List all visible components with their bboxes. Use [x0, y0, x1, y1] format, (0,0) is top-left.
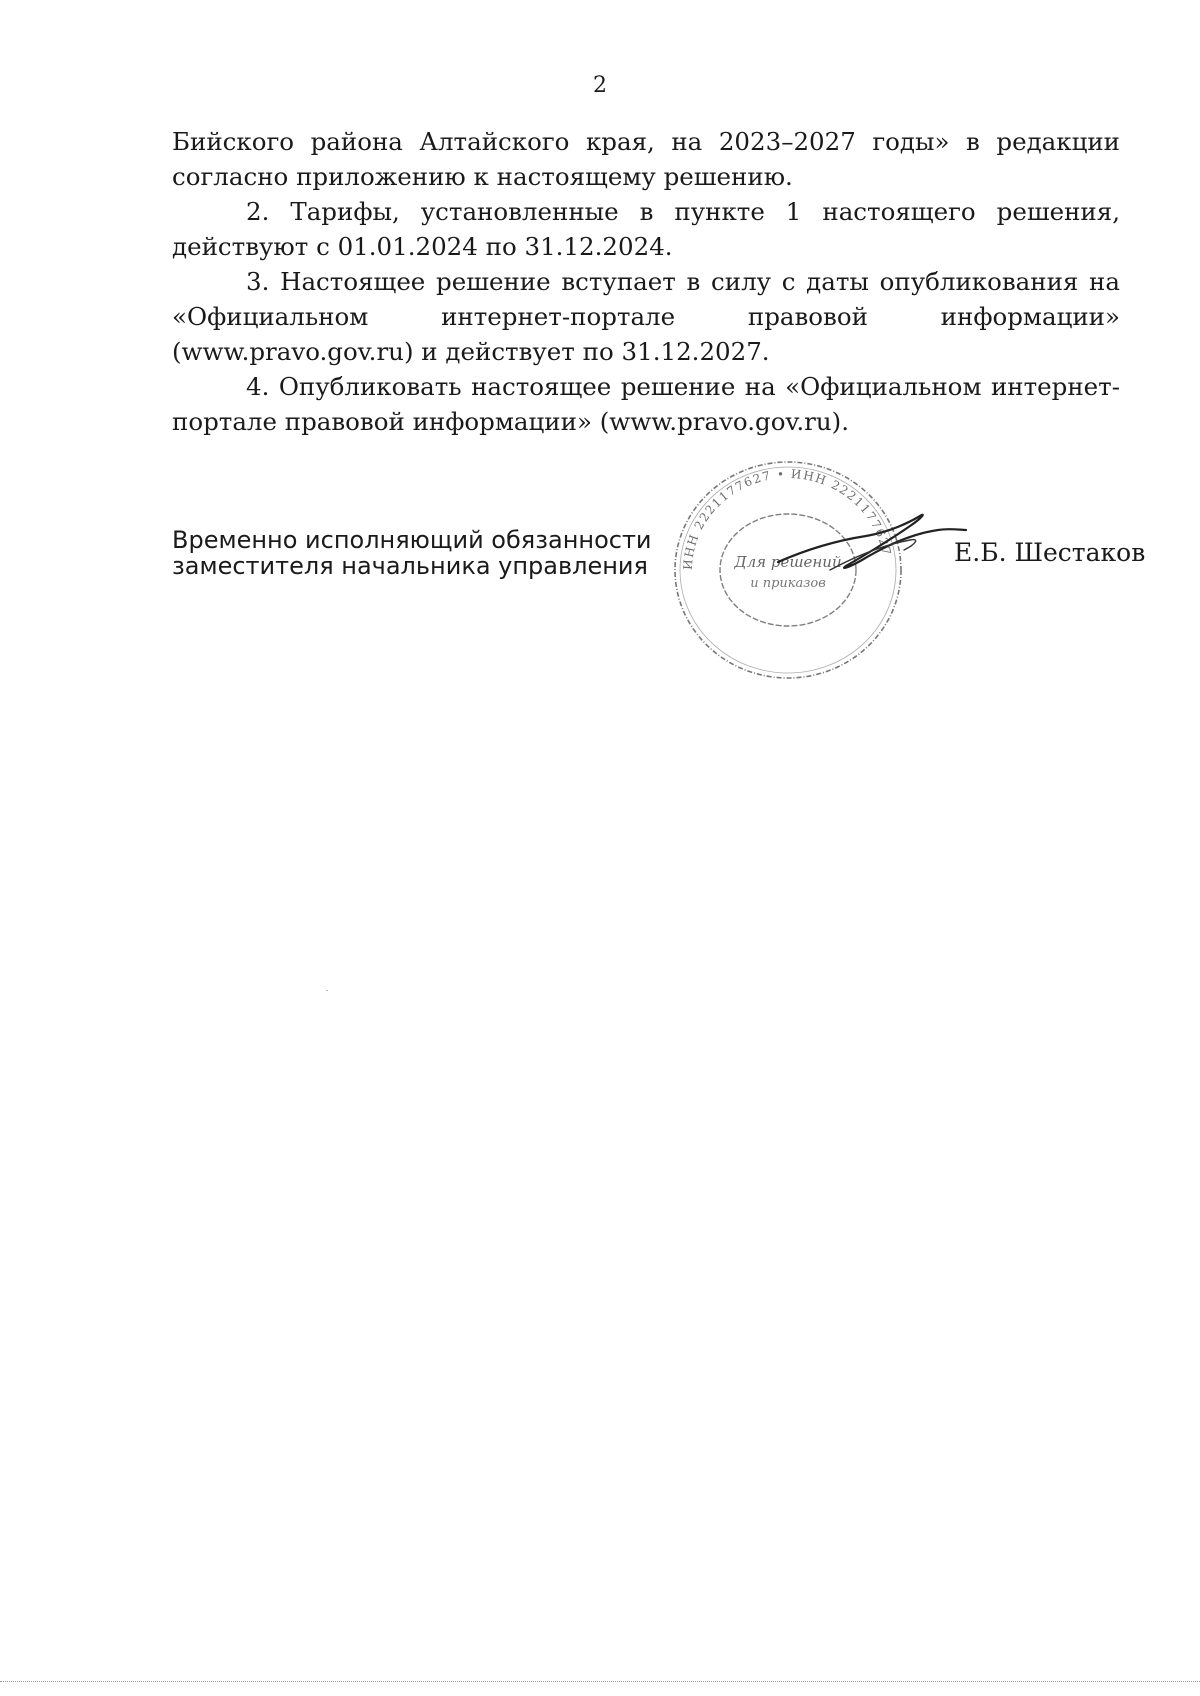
signatory-title-line1: Временно исполняющий обязанности [172, 526, 652, 554]
paragraph-3: 3. Настоящее решение вступает в силу с даты опубликования на «Официальном интернет-портале правовой информации» (www.pravo.gov.ru) и действует по 31.12.2027. [172, 267, 1120, 366]
scan-bottom-edge [0, 1681, 1200, 1682]
paragraph-2: 2. Тарифы, установленные в пункте 1 настоящего решения, действуют с 01.01.2024 по 31.12.2024. [172, 197, 1120, 261]
page-number: 2 [593, 73, 607, 98]
paragraph-4: 4. Опубликовать настоящее решение на «Официальном интернет-портале правовой информации» (www.pravo.gov.ru). [172, 372, 1120, 436]
handwritten-signature [770, 500, 970, 600]
stamp-center-line2: и приказов [750, 576, 826, 591]
scan-speck [326, 990, 328, 991]
paragraph-continuation: Бийского района Алтайского края, на 2023–2027 годы» в редакции согласно приложению к настоящему решению. [172, 127, 1120, 191]
signatory-name: Е.Б. Шестаков [954, 538, 1146, 567]
stamp-outer-text: ИНН 2221177627 • ИНН 2221177627 [680, 466, 894, 571]
signatory-title-line2: заместителя начальника управления [172, 552, 648, 580]
document-body [172, 124, 1120, 439]
stamp-center-line1: Для решений [734, 553, 842, 571]
signatory-title [172, 527, 692, 579]
